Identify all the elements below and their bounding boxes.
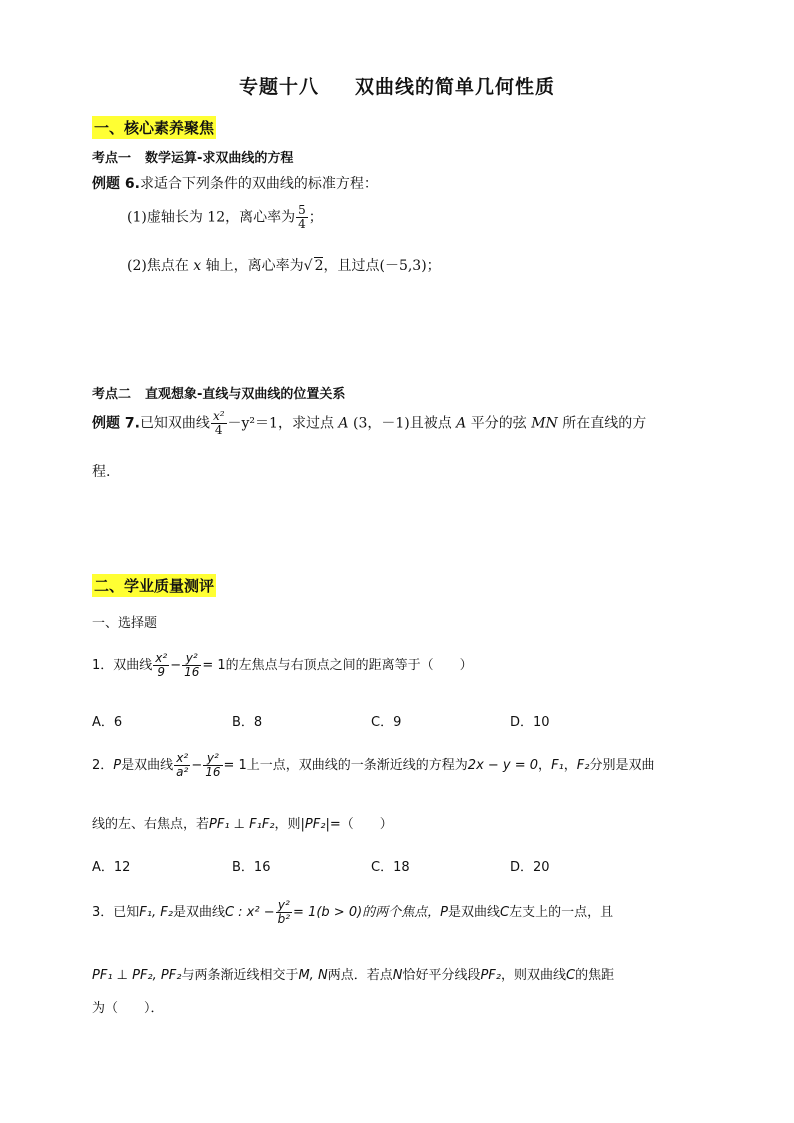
- frac-num: y²: [203, 752, 222, 766]
- kd1-label: 考点一: [92, 151, 132, 166]
- sqrt-radicand: 2: [314, 258, 324, 274]
- foci-f1-f2: F₁, F₂: [139, 905, 173, 921]
- fraction-5-4: [296, 204, 308, 231]
- minus-sign: −: [191, 758, 203, 774]
- ex7-line-2: 程.: [92, 464, 111, 480]
- question-3: [92, 899, 613, 926]
- fraction-x2-a2: [174, 752, 190, 779]
- ex7-eq: －y²＝1，求过点: [227, 415, 339, 432]
- asymptote-equation: 2x − y = 0: [467, 758, 539, 774]
- var-x: x: [193, 258, 202, 274]
- q2-option-c[interactable]: C．18: [371, 860, 410, 875]
- q3-t2: = 1(b > 0)的两个焦点，: [293, 905, 441, 921]
- q2-line2-pre: 线的左、右焦点，若: [92, 817, 210, 832]
- q2-t1: 是双曲线: [121, 758, 174, 774]
- example-7: [92, 410, 646, 437]
- q2-option-d[interactable]: D．20: [510, 860, 550, 875]
- ex6-item2-pre: (2)焦点在: [127, 258, 194, 274]
- point-a: A: [456, 415, 467, 432]
- frac-num: x²: [174, 752, 190, 766]
- frac-num: x²: [155, 651, 168, 665]
- q3-t4: 左支上的一点，且: [509, 905, 614, 921]
- q3-line2-t2: 两点．若点: [327, 968, 393, 983]
- frac-num: y²: [182, 652, 201, 666]
- focus-f1: F₁: [551, 758, 564, 774]
- ex7-post: 所在直线的方: [557, 415, 647, 432]
- points-m-n: M, N: [298, 968, 328, 983]
- page-title: [0, 72, 794, 99]
- q1-post: = 1的左焦点与右顶点之间的距离等于（ ）: [202, 658, 473, 674]
- curve-c: C: [566, 968, 576, 983]
- ex6-item-1: [127, 204, 323, 231]
- q3-line-2: [92, 964, 614, 983]
- fraction-y2-16: [182, 652, 201, 679]
- perpendicular-condition: PF₁ ⊥ PF₂, PF₂: [92, 968, 182, 983]
- q3-line-3: 为（ ）．: [92, 1001, 164, 1016]
- knowledge-point-2: [92, 383, 345, 402]
- knowledge-point-1: [92, 147, 293, 166]
- frac-den: 9: [157, 665, 166, 680]
- q1-option-a[interactable]: A．6: [92, 715, 123, 730]
- frac-num: 5: [298, 203, 306, 217]
- frac-den: b²: [277, 912, 291, 927]
- ex6-label: 例题 6.: [92, 176, 140, 192]
- q3-line2-t1: 与两条渐近线相交于: [181, 968, 299, 983]
- focus-f2: F₂: [576, 758, 590, 774]
- q2-line-2: [92, 813, 393, 832]
- point-p: P: [440, 905, 449, 921]
- q2-t2: = 1上一点，双曲线的一条渐近线的方程为: [223, 758, 468, 774]
- chord-mn: MN: [531, 415, 558, 432]
- q1-pre: 1．双曲线: [92, 658, 153, 674]
- q2-line2-mid: ，则: [274, 817, 301, 832]
- ex7-mid: 平分的弦: [466, 415, 532, 432]
- title-left: 专题十八: [238, 76, 319, 98]
- question-2: [92, 752, 655, 779]
- q3-pre: 3．已知: [92, 905, 140, 921]
- abs-pf2: |PF₂|: [300, 817, 330, 832]
- ex6-text: 求适合下列条件的双曲线的标准方程：: [139, 176, 378, 192]
- q1-option-b[interactable]: B．8: [232, 715, 263, 730]
- q2-t4: ，: [563, 758, 577, 774]
- fraction-y2-b2: [276, 899, 292, 926]
- curve-c: C: [500, 905, 510, 921]
- ex6-item2-mid: 轴上，离心率为: [201, 258, 304, 274]
- ex6-item1-pre: (1)虚轴长为 12，离心率为: [127, 209, 296, 226]
- curve-c-equation: C : x² −: [224, 905, 275, 921]
- example-6: [92, 173, 378, 193]
- q3-line2-t5: 的焦距: [575, 968, 615, 983]
- point-p: P: [113, 758, 122, 774]
- frac-den: 4: [214, 423, 223, 438]
- q2-t3: ，: [538, 758, 552, 774]
- frac-den: 16: [184, 665, 200, 680]
- q2-pre: 2．: [92, 758, 114, 774]
- part-choice-questions: 一、选择题: [92, 616, 158, 631]
- q3-t3: 是双曲线: [448, 905, 501, 921]
- q2-option-a[interactable]: A．12: [92, 860, 131, 875]
- section-quality-assessment: 二、学业质量测评: [92, 574, 216, 597]
- minus-sign: −: [170, 658, 182, 674]
- q2-t5: 分别是双曲: [589, 758, 655, 774]
- sqrt-symbol: √: [303, 258, 313, 274]
- kd1-text: 数学运算-求双曲线的方程: [145, 151, 294, 166]
- kd2-text: 直观想象-直线与双曲线的位置关系: [145, 387, 346, 402]
- frac-num: y²: [276, 899, 292, 913]
- point-n: N: [392, 968, 403, 983]
- fraction-y2-16: [203, 752, 222, 779]
- ex6-item-2: [127, 255, 441, 275]
- q3-t1: 是双曲线: [172, 905, 225, 921]
- point-a: A: [338, 415, 349, 432]
- ex7-coords: (3，－1)且被点: [348, 415, 457, 432]
- q3-line2-t3: 恰好平分线段: [402, 968, 481, 983]
- ex7-label: 例题 7.: [92, 415, 140, 432]
- q1-option-c[interactable]: C．9: [371, 715, 402, 730]
- fraction-x2-9: [153, 652, 169, 679]
- perpendicular-condition: PF₁ ⊥ F₁F₂: [209, 817, 275, 832]
- frac-num: x²: [212, 409, 225, 423]
- frac-den: 16: [205, 765, 221, 780]
- ex7-pre: 已知双曲线: [139, 415, 210, 432]
- q3-line2-t4: ，则双曲线: [500, 968, 566, 983]
- ex6-item2-post: ，且过点(－5,3)；: [323, 258, 441, 274]
- frac-den: a²: [176, 765, 189, 780]
- q1-option-d[interactable]: D．10: [510, 715, 550, 730]
- question-1: [92, 652, 473, 679]
- ex6-item1-post: ；: [308, 209, 323, 226]
- q2-line2-post: =（ ）: [329, 817, 393, 832]
- fraction-x2-4: [211, 410, 227, 437]
- segment-pf2: PF₂: [480, 968, 501, 983]
- title-right: 双曲线的简单几何性质: [355, 76, 556, 98]
- frac-den: 4: [298, 217, 306, 232]
- kd2-label: 考点二: [92, 387, 132, 402]
- q2-option-b[interactable]: B．16: [232, 860, 271, 875]
- section-core-literacy: 一、核心素养聚焦: [92, 116, 216, 139]
